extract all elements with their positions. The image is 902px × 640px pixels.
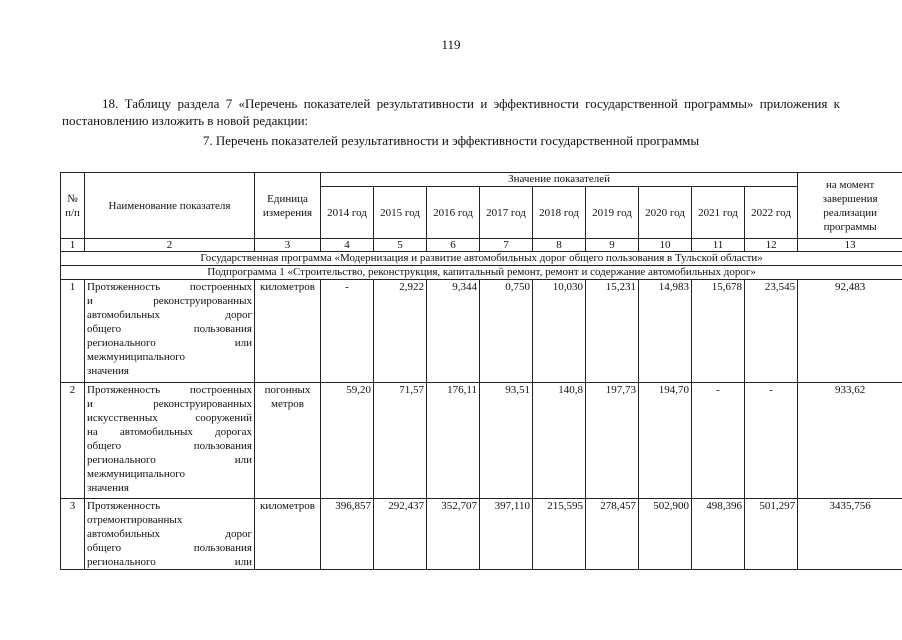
column-number: 4	[321, 239, 374, 252]
indicator-name	[85, 499, 255, 570]
value-cell: 215,595	[533, 499, 586, 570]
value-cell: 352,707	[427, 499, 480, 570]
column-number: 5	[374, 239, 427, 252]
value-cell: 140,8	[533, 383, 586, 499]
indicator-name	[85, 280, 255, 383]
column-number: 13	[798, 239, 902, 252]
column-number: 2	[85, 239, 255, 252]
value-cell: 502,900	[639, 499, 692, 570]
final-value-cell: 92,483	[798, 280, 902, 383]
indicator-name-line: Протяженность построенных	[87, 384, 252, 396]
header-year: 2019 год	[586, 187, 639, 239]
column-number: 10	[639, 239, 692, 252]
column-number: 1	[61, 239, 85, 252]
program-title-row	[61, 252, 902, 266]
value-cell: 194,70	[639, 383, 692, 499]
indicator-name-line: автомобильных дорог	[87, 528, 252, 540]
indicator-name-line: Протяженность построенных	[87, 281, 252, 293]
row-index: 2	[61, 383, 85, 499]
value-cell: 15,678	[692, 280, 745, 383]
indicator-name-line: регионального или	[87, 556, 252, 568]
row-index: 1	[61, 280, 85, 383]
intro-paragraph	[62, 95, 840, 129]
indicator-name-line: на автомобильных дорогах	[87, 426, 252, 438]
value-cell: 0,750	[480, 280, 533, 383]
value-cell: -	[692, 383, 745, 499]
unit-cell: километров	[255, 280, 321, 383]
value-cell: -	[745, 383, 798, 499]
table-body	[61, 280, 902, 570]
value-cell: 10,030	[533, 280, 586, 383]
indicator-name-line: автомобильных дорог	[87, 309, 252, 321]
final-value-cell: 3435,756	[798, 499, 902, 570]
value-cell: 501,297	[745, 499, 798, 570]
value-cell: 498,396	[692, 499, 745, 570]
subprogram-title: Подпрограмма 1 «Строительство, реконструкция, капитальный ремонт, ремонт и содержание автомобильных дорог»	[61, 266, 902, 280]
final-value-cell: 933,62	[798, 383, 902, 499]
header-year: 2021 год	[692, 187, 745, 239]
table-header	[61, 173, 902, 239]
value-cell: 15,231	[586, 280, 639, 383]
subprogram-title-row	[61, 266, 902, 280]
indicator-name-line: регионального или	[87, 337, 252, 349]
column-number: 9	[586, 239, 639, 252]
value-cell: 2,922	[374, 280, 427, 383]
table-row	[61, 383, 902, 499]
indicator-name-line: отремонтированных	[87, 514, 183, 526]
indicator-name-line: и реконструированных	[87, 398, 252, 410]
unit-cell: погонных метров	[255, 383, 321, 499]
value-cell: 176,11	[427, 383, 480, 499]
program-title: Государственная программа «Модернизация и развитие автомобильных дорог общего пользования в Тульской области»	[61, 252, 902, 266]
header-year: 2017 год	[480, 187, 533, 239]
column-number: 7	[480, 239, 533, 252]
value-cell: 197,73	[586, 383, 639, 499]
row-index: 3	[61, 499, 85, 570]
indicator-name-line: искусственных сооружений	[87, 412, 252, 424]
indicator-name	[85, 383, 255, 499]
value-cell: 14,983	[639, 280, 692, 383]
header-year: 2022 год	[745, 187, 798, 239]
indicator-name-line: общего пользования	[87, 542, 252, 554]
indicator-name-line: общего пользования	[87, 323, 252, 335]
header-name: Наименование показателя	[85, 173, 255, 239]
intro-text: 18. Таблицу раздела 7 «Перечень показателей результативности и эффективности государственной программы» приложения к постановлению изложить в новой редакции:	[62, 96, 840, 128]
indicators-table	[60, 172, 902, 570]
header-final: на момент завершения реализации программы	[798, 173, 902, 239]
page-number: 119	[441, 37, 461, 52]
header-year: 2015 год	[374, 187, 427, 239]
value-cell: 59,20	[321, 383, 374, 499]
header-unit: Единица измерения	[255, 173, 321, 239]
section-title: 7. Перечень показателей результативности и эффективности государственной программы	[202, 133, 700, 148]
value-cell: 93,51	[480, 383, 533, 499]
value-cell: 292,437	[374, 499, 427, 570]
value-cell: 278,457	[586, 499, 639, 570]
header-year: 2018 год	[533, 187, 586, 239]
header-year: 2020 год	[639, 187, 692, 239]
column-number: 8	[533, 239, 586, 252]
indicator-name-line: регионального или	[87, 454, 252, 466]
value-cell: 9,344	[427, 280, 480, 383]
indicator-name-line: межмуниципального	[87, 351, 185, 363]
header-num: № п/п	[61, 173, 85, 239]
indicator-name-line: Протяженность	[87, 500, 161, 512]
header-year: 2016 год	[427, 187, 480, 239]
value-cell: 71,57	[374, 383, 427, 499]
column-number: 11	[692, 239, 745, 252]
indicator-name-line: межмуниципального	[87, 468, 185, 480]
table-row	[61, 499, 902, 570]
column-number: 12	[745, 239, 798, 252]
header-values-group: Значение показателей	[321, 173, 798, 187]
unit-cell: километров	[255, 499, 321, 570]
value-cell: -	[321, 280, 374, 383]
header-year: 2014 год	[321, 187, 374, 239]
table-row	[61, 280, 902, 383]
value-cell: 397,110	[480, 499, 533, 570]
indicator-name-line: значения	[87, 482, 129, 494]
column-number-row	[61, 239, 902, 252]
value-cell: 23,545	[745, 280, 798, 383]
column-number: 6	[427, 239, 480, 252]
indicator-name-line: значения	[87, 365, 129, 377]
indicator-name-line: общего пользования	[87, 440, 252, 452]
column-number: 3	[255, 239, 321, 252]
value-cell: 396,857	[321, 499, 374, 570]
indicator-name-line: и реконструированных	[87, 295, 252, 307]
